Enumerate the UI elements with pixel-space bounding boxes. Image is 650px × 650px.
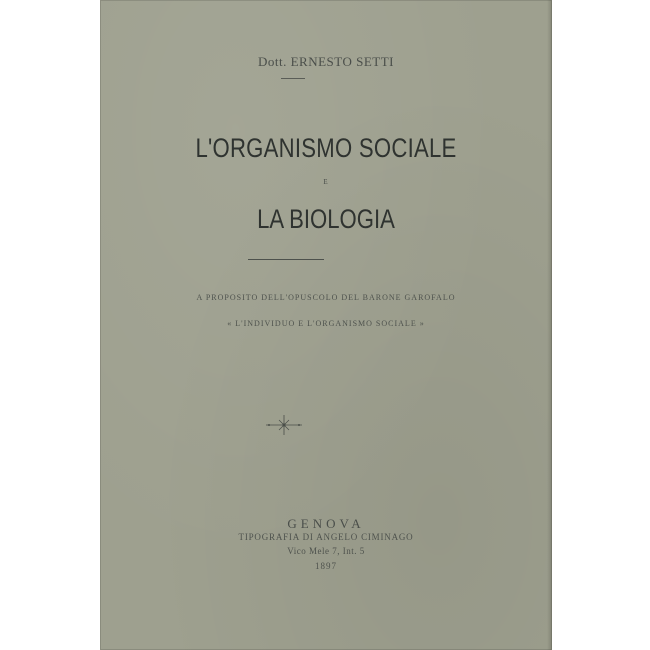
imprint-address: Vico Mele 7, Int. 5 [287,546,365,556]
subtitle-line-2: « L'INDIVIDUO E L'ORGANISMO SOCIALE » [227,319,425,328]
book-cover [100,0,552,650]
author-ornament-divider [281,78,305,79]
title-conjunction: E [323,178,329,186]
star-flourish-icon [266,412,302,438]
imprint-city: GENOVA [287,516,365,531]
title-line-1: L'ORGANISMO SOCIALE [195,133,457,163]
imprint-year: 1897 [315,561,337,571]
title-divider [248,259,324,260]
title-line-2: LA BIOLOGIA [257,204,395,234]
imprint-printer: TIPOGRAFIA DI ANGELO CIMINAGO [238,532,414,542]
subtitle-line-1: A PROPOSITO DELL'OPUSCOLO DEL BARONE GAROFALO [196,293,456,302]
author-name: Dott. ERNESTO SETTI [257,54,394,69]
